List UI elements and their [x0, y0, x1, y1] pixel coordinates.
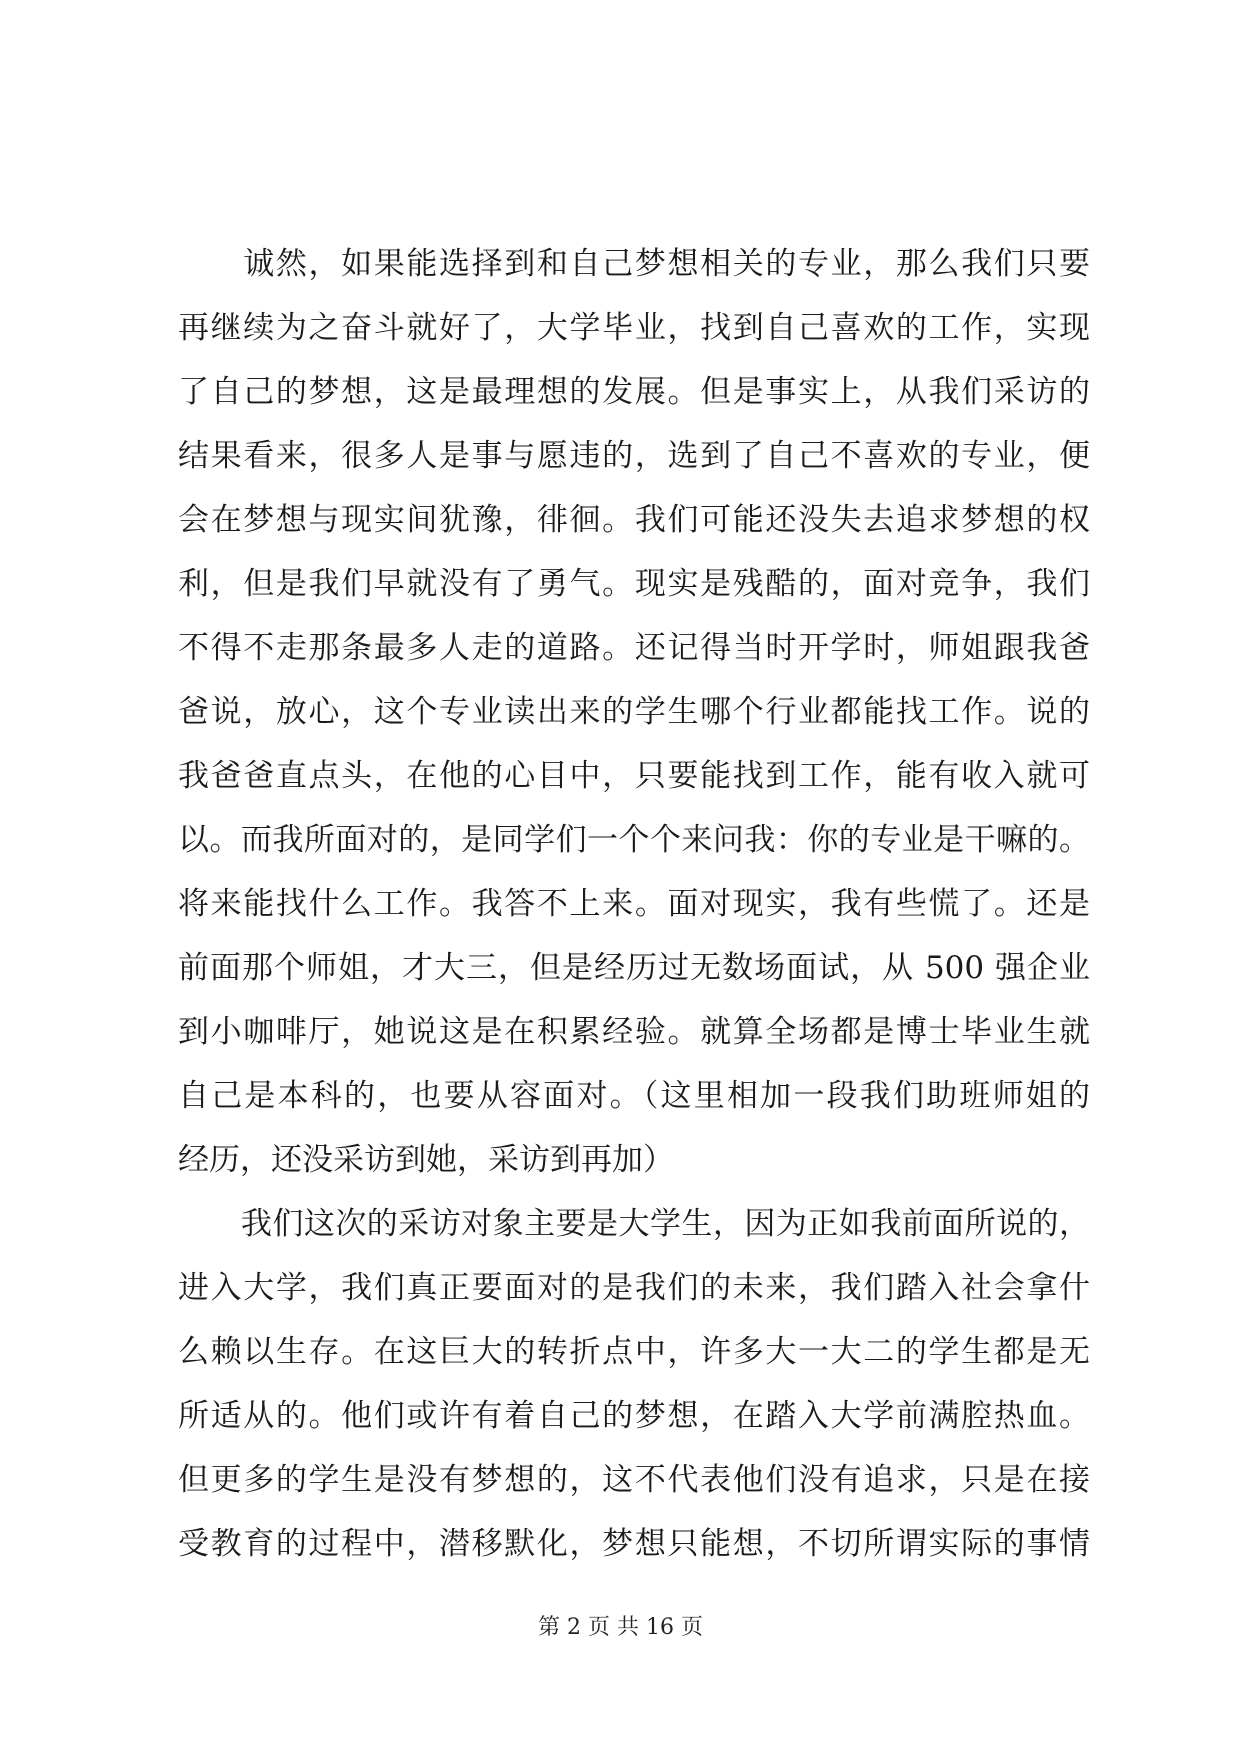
- paragraph-2: [178, 1192, 1090, 1576]
- text-line: 进入大学，我们真正要面对的是我们的未来，我们踏入社会拿什: [178, 1270, 1090, 1306]
- page-footer: [0, 1610, 1241, 1641]
- text-line: 利，但是我们早就没有了勇气。现实是残酷的，面对竞争，我们: [178, 566, 1090, 602]
- text-line: 自己是本科的，也要从容面对。（这里相加一段我们助班师姐的: [178, 1078, 1090, 1114]
- text-line: 结果看来，很多人是事与愿违的，选到了自己不喜欢的专业，便: [178, 438, 1090, 474]
- text-line: 但更多的学生是没有梦想的，这不代表他们没有追求，只是在接: [178, 1462, 1090, 1498]
- document-body: [178, 232, 1090, 1576]
- text-line: 么赖以生存。在这巨大的转折点中，许多大一大二的学生都是无: [178, 1334, 1090, 1370]
- text-line: 受教育的过程中，潜移默化，梦想只能想，不切所谓实际的事情: [178, 1526, 1090, 1562]
- text-line: 前面那个师姐，才大三，但是经历过无数场面试，从 500 强企业: [178, 950, 1090, 986]
- text-line: 会在梦想与现实间犹豫，徘徊。我们可能还没失去追求梦想的权: [178, 502, 1090, 538]
- text-line: 我爸爸直点头，在他的心目中，只要能找到工作，能有收入就可: [178, 758, 1090, 794]
- text-line: 不得不走那条最多人走的道路。还记得当时开学时，师姐跟我爸: [178, 630, 1090, 666]
- text-line: 诚然，如果能选择到和自己梦想相关的专业，那么我们只要: [178, 246, 1090, 282]
- text-line: 到小咖啡厅，她说这是在积累经验。就算全场都是博士毕业生就: [178, 1014, 1090, 1050]
- page-number-label: 第 2 页 共 16 页: [538, 1615, 703, 1640]
- text-line: 经历，还没采访到她，采访到再加）: [178, 1142, 674, 1178]
- text-line: 爸说，放心，这个专业读出来的学生哪个行业都能找工作。说的: [178, 694, 1090, 730]
- text-line: 再继续为之奋斗就好了，大学毕业，找到自己喜欢的工作，实现: [178, 310, 1090, 346]
- text-line: 将来能找什么工作。我答不上来。面对现实，我有些慌了。还是: [178, 886, 1090, 922]
- text-line: 我们这次的采访对象主要是大学生，因为正如我前面所说的，: [178, 1206, 1090, 1242]
- paragraph-1: [178, 232, 1090, 1192]
- text-line: 所适从的。他们或许有着自己的梦想，在踏入大学前满腔热血。: [178, 1398, 1090, 1434]
- text-line: 以。而我所面对的，是同学们一个个来问我：你的专业是干嘛的。: [178, 822, 1090, 858]
- text-line: 了自己的梦想，这是最理想的发展。但是事实上，从我们采访的: [178, 374, 1090, 410]
